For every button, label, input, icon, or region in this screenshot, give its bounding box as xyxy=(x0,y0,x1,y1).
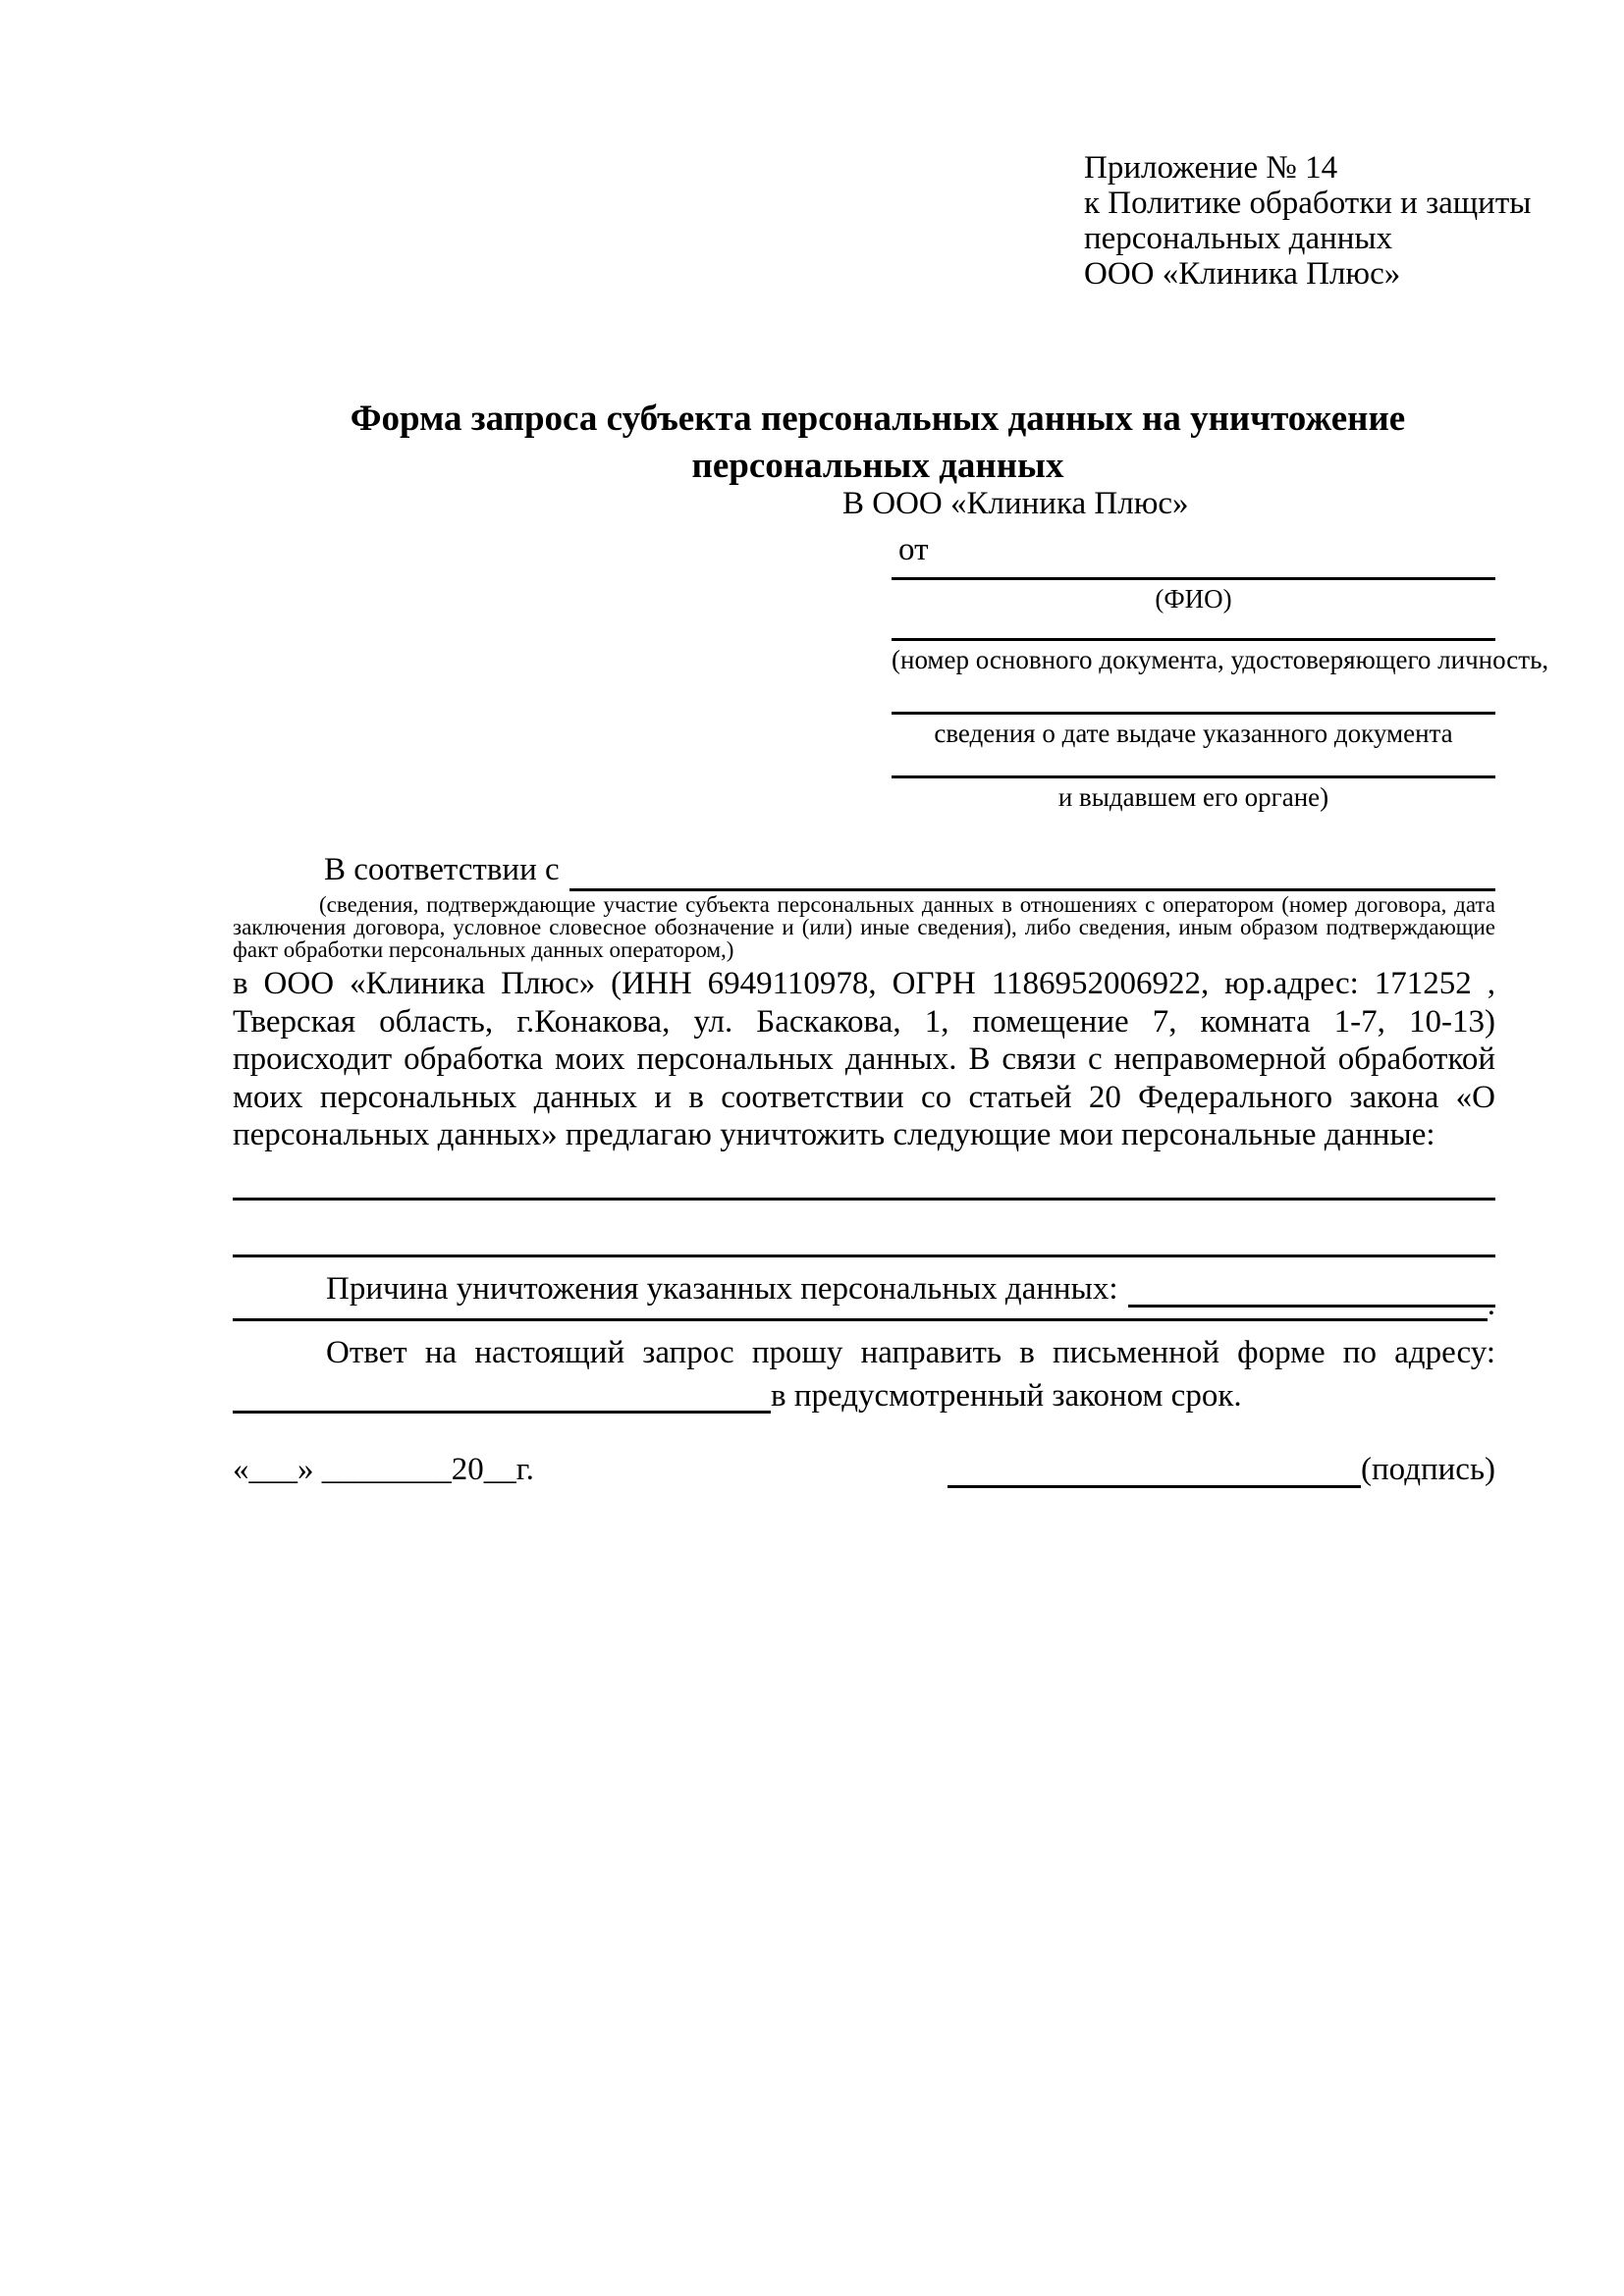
data-blank-line-2 xyxy=(233,1255,1495,1257)
data-blank-line-1 xyxy=(233,1198,1495,1201)
document-title-line-1: Форма запроса субъекта персональных данных на уничтожение xyxy=(350,399,1406,439)
signature-group xyxy=(947,1451,1495,1488)
field-document-number xyxy=(892,638,1549,674)
footnote-text: (сведения, подтверждающие участие субъекта персональных данных в отношениях с оператором (номер договора, дата заключения договора, условное словесное обозначение и (или) иные сведения), либо сведения, иным образом подтверждающие факт обработки персональных данных оператором,) xyxy=(233,892,1495,962)
body-paragraph: в ООО «Клиника Плюс» (ИНН 6949110978, ОГРН 1186952006922, юр.адрес: 171252 , Тверская область, г.Конакова, ул. Баскакова, 1, помещение 7, комната 1-7, 10-13) происходит обработка моих персональных данных. В связи с неправомерной обработкой моих персональных данных и в соответствии со статьей 20 Федерального закона «О персональных данных» предлагаю уничтожить следующие мои персональные данные: xyxy=(233,966,1495,1152)
reason-blank-line-2 xyxy=(233,1318,1488,1321)
addressee-line: В ООО «Клиника Плюс» xyxy=(842,486,1189,521)
signature-blank-line xyxy=(947,1485,1361,1488)
reply-address-row xyxy=(233,1374,1495,1414)
field-fio xyxy=(892,577,1495,614)
document-title xyxy=(233,396,1523,490)
reason-period: . xyxy=(1487,1287,1495,1322)
reply-deadline-text: в предусмотренный законом срок. xyxy=(771,1378,1242,1414)
document-number-caption: (номер основного документа, удостоверяющего личность, xyxy=(892,645,1549,674)
signature-caption: (подпись) xyxy=(1361,1452,1495,1487)
address-blank-line xyxy=(233,1411,771,1414)
date-signature-row xyxy=(233,1449,1495,1488)
fio-caption: (ФИО) xyxy=(1155,584,1232,614)
document-title-line-2: персональных данных xyxy=(691,446,1064,486)
appendix-header-line-4: ООО «Клиника Плюс» xyxy=(1084,256,1401,292)
field-issuing-authority xyxy=(892,775,1495,812)
reason-continuation-row xyxy=(233,1282,1495,1321)
accordance-blank-line xyxy=(569,888,1495,891)
from-label: от xyxy=(898,532,929,567)
issuing-authority-caption: и выдавшем его органе) xyxy=(1057,782,1329,812)
date-blank: «___» ________20__г. xyxy=(233,1452,534,1487)
issue-date-caption: сведения о дате выдаче указанного документа xyxy=(934,719,1453,748)
accordance-row xyxy=(233,848,1495,891)
appendix-header-line-3: персональных данных xyxy=(1084,221,1393,256)
reply-request-line: Ответ на настоящий запрос прошу направить в письменной форме по адресу: xyxy=(326,1335,1495,1370)
appendix-header-line-2: к Политике обработки и защиты xyxy=(1084,186,1532,221)
field-issue-date xyxy=(892,712,1495,748)
reason-label: Причина уничтожения указанных персональных данных: xyxy=(326,1271,1118,1307)
appendix-header xyxy=(1084,150,1532,292)
appendix-header-line-1: Приложение № 14 xyxy=(1084,150,1338,186)
accordance-label: В соответствии с xyxy=(324,852,560,887)
